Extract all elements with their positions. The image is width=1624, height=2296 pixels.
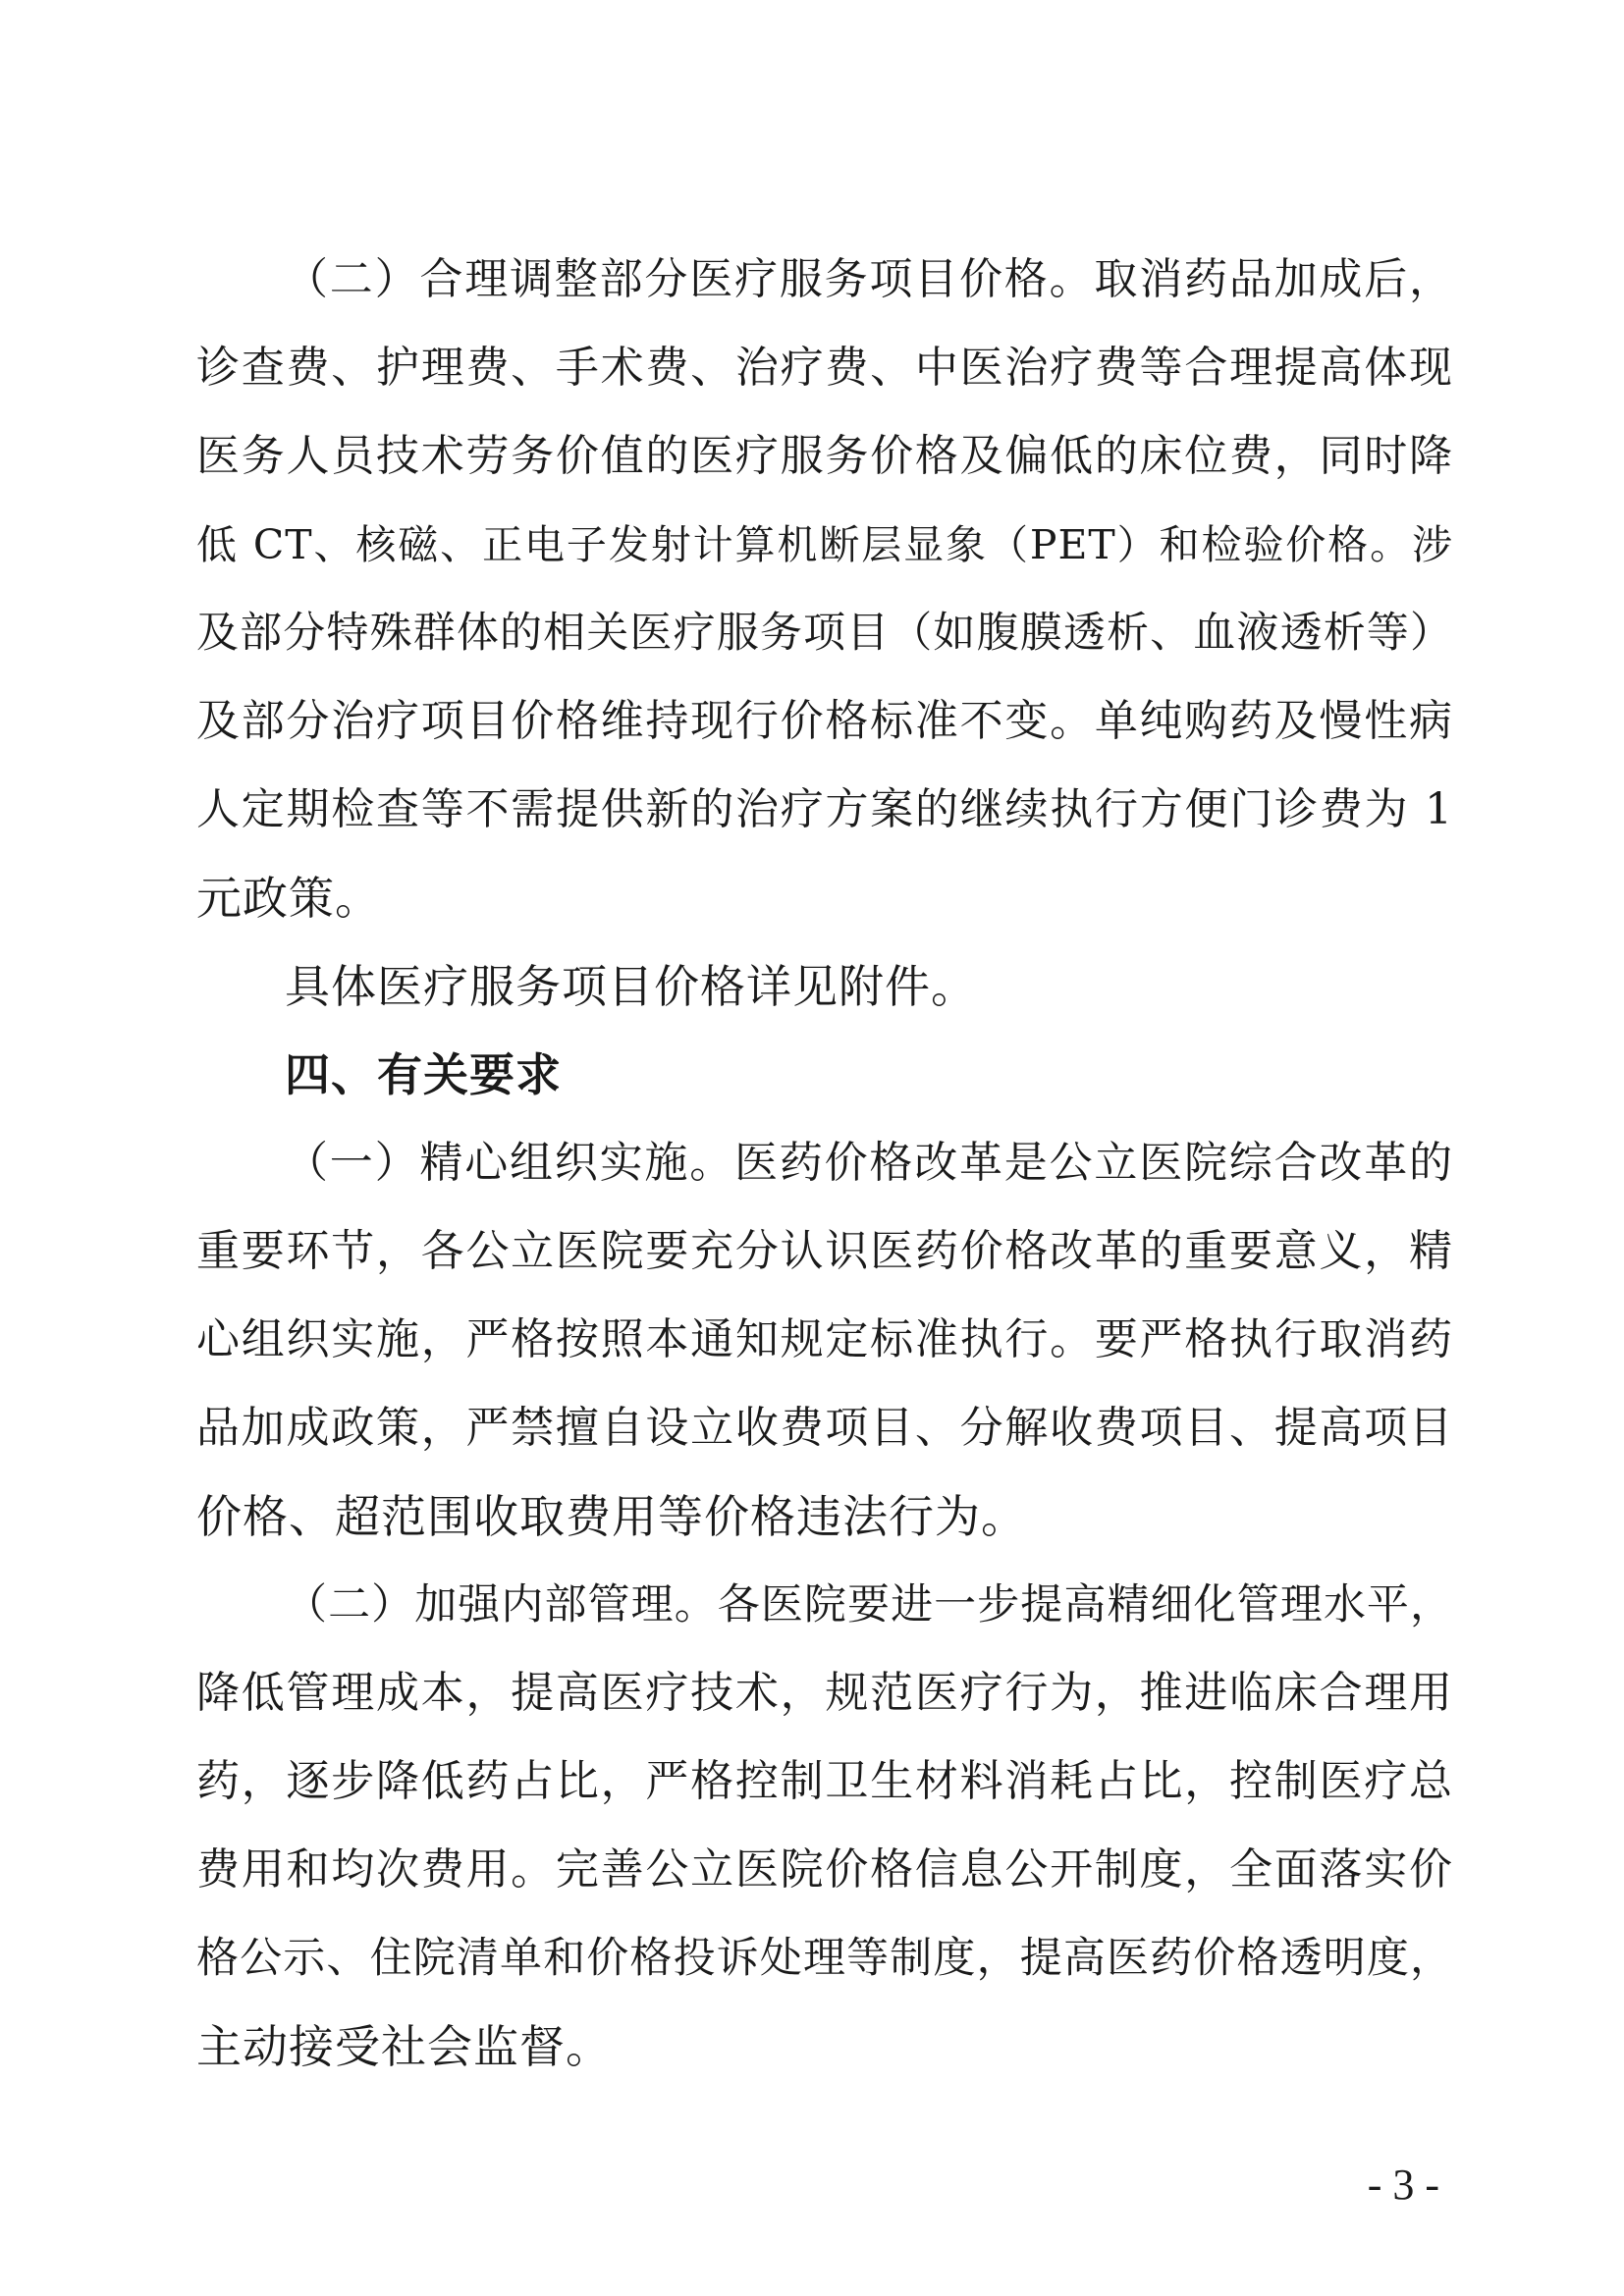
text-line: 主动接受社会监督。	[196, 2020, 612, 2073]
text-line: （一）精心组织实施。医药价格改革是公立医院综合改革的	[285, 1138, 1453, 1188]
text-line: （二）合理调整部分医疗服务项目价格。取消药品加成后，	[285, 254, 1453, 304]
page-number: - 3 -	[1367, 2161, 1439, 2209]
text-line: 费用和均次费用。完善公立医院价格信息公开制度，全面落实价	[196, 1844, 1453, 1895]
text-line: 低 CT、核磁、正电子发射计算机断层显象（PET）和检验价格。涉	[196, 521, 1453, 568]
text-line: 降低管理成本，提高医疗技术，规范医疗行为，推进临床合理用	[196, 1668, 1453, 1718]
text-line: 品加成政策，严禁擅自设立收费项目、分解收费项目、提高项目	[196, 1403, 1453, 1453]
text-line: 价格、超范围收取费用等价格违法行为。	[196, 1490, 1027, 1543]
attachment-note: 具体医疗服务项目价格详见附件。	[285, 960, 977, 1013]
text-line: 格公示、住院清单和价格投诉处理等制度，提高医药价格透明度，	[196, 1934, 1453, 1983]
text-line: 医务人员技术劳务价值的医疗服务价格及偏低的床位费，同时降	[196, 431, 1453, 481]
text-line: （二）加强内部管理。各医院要进一步提高精细化管理水平，	[285, 1580, 1453, 1629]
text-line: 元政策。	[196, 872, 381, 925]
text-line: 药，逐步降低药占比，严格控制卫生材料消耗占比，控制医疗总	[196, 1756, 1453, 1806]
text-line: 重要环节，各公立医院要充分认识医药价格改革的重要意义，精	[196, 1226, 1453, 1276]
text-line: 及部分特殊群体的相关医疗服务项目（如腹膜透析、血液透析等）	[196, 609, 1453, 658]
text-line: 诊查费、护理费、手术费、治疗费、中医治疗费等合理提高体现	[196, 343, 1453, 393]
section-heading: 四、有关要求	[285, 1048, 562, 1101]
text-line: 人定期检查等不需提供新的治疗方案的继续执行方便门诊费为 1	[196, 784, 1453, 834]
text-line: 及部分治疗项目价格维持现行价格标准不变。单纯购药及慢性病	[196, 696, 1453, 746]
text-line: 心组织实施，严格按照本通知规定标准执行。要严格执行取消药	[196, 1314, 1453, 1364]
